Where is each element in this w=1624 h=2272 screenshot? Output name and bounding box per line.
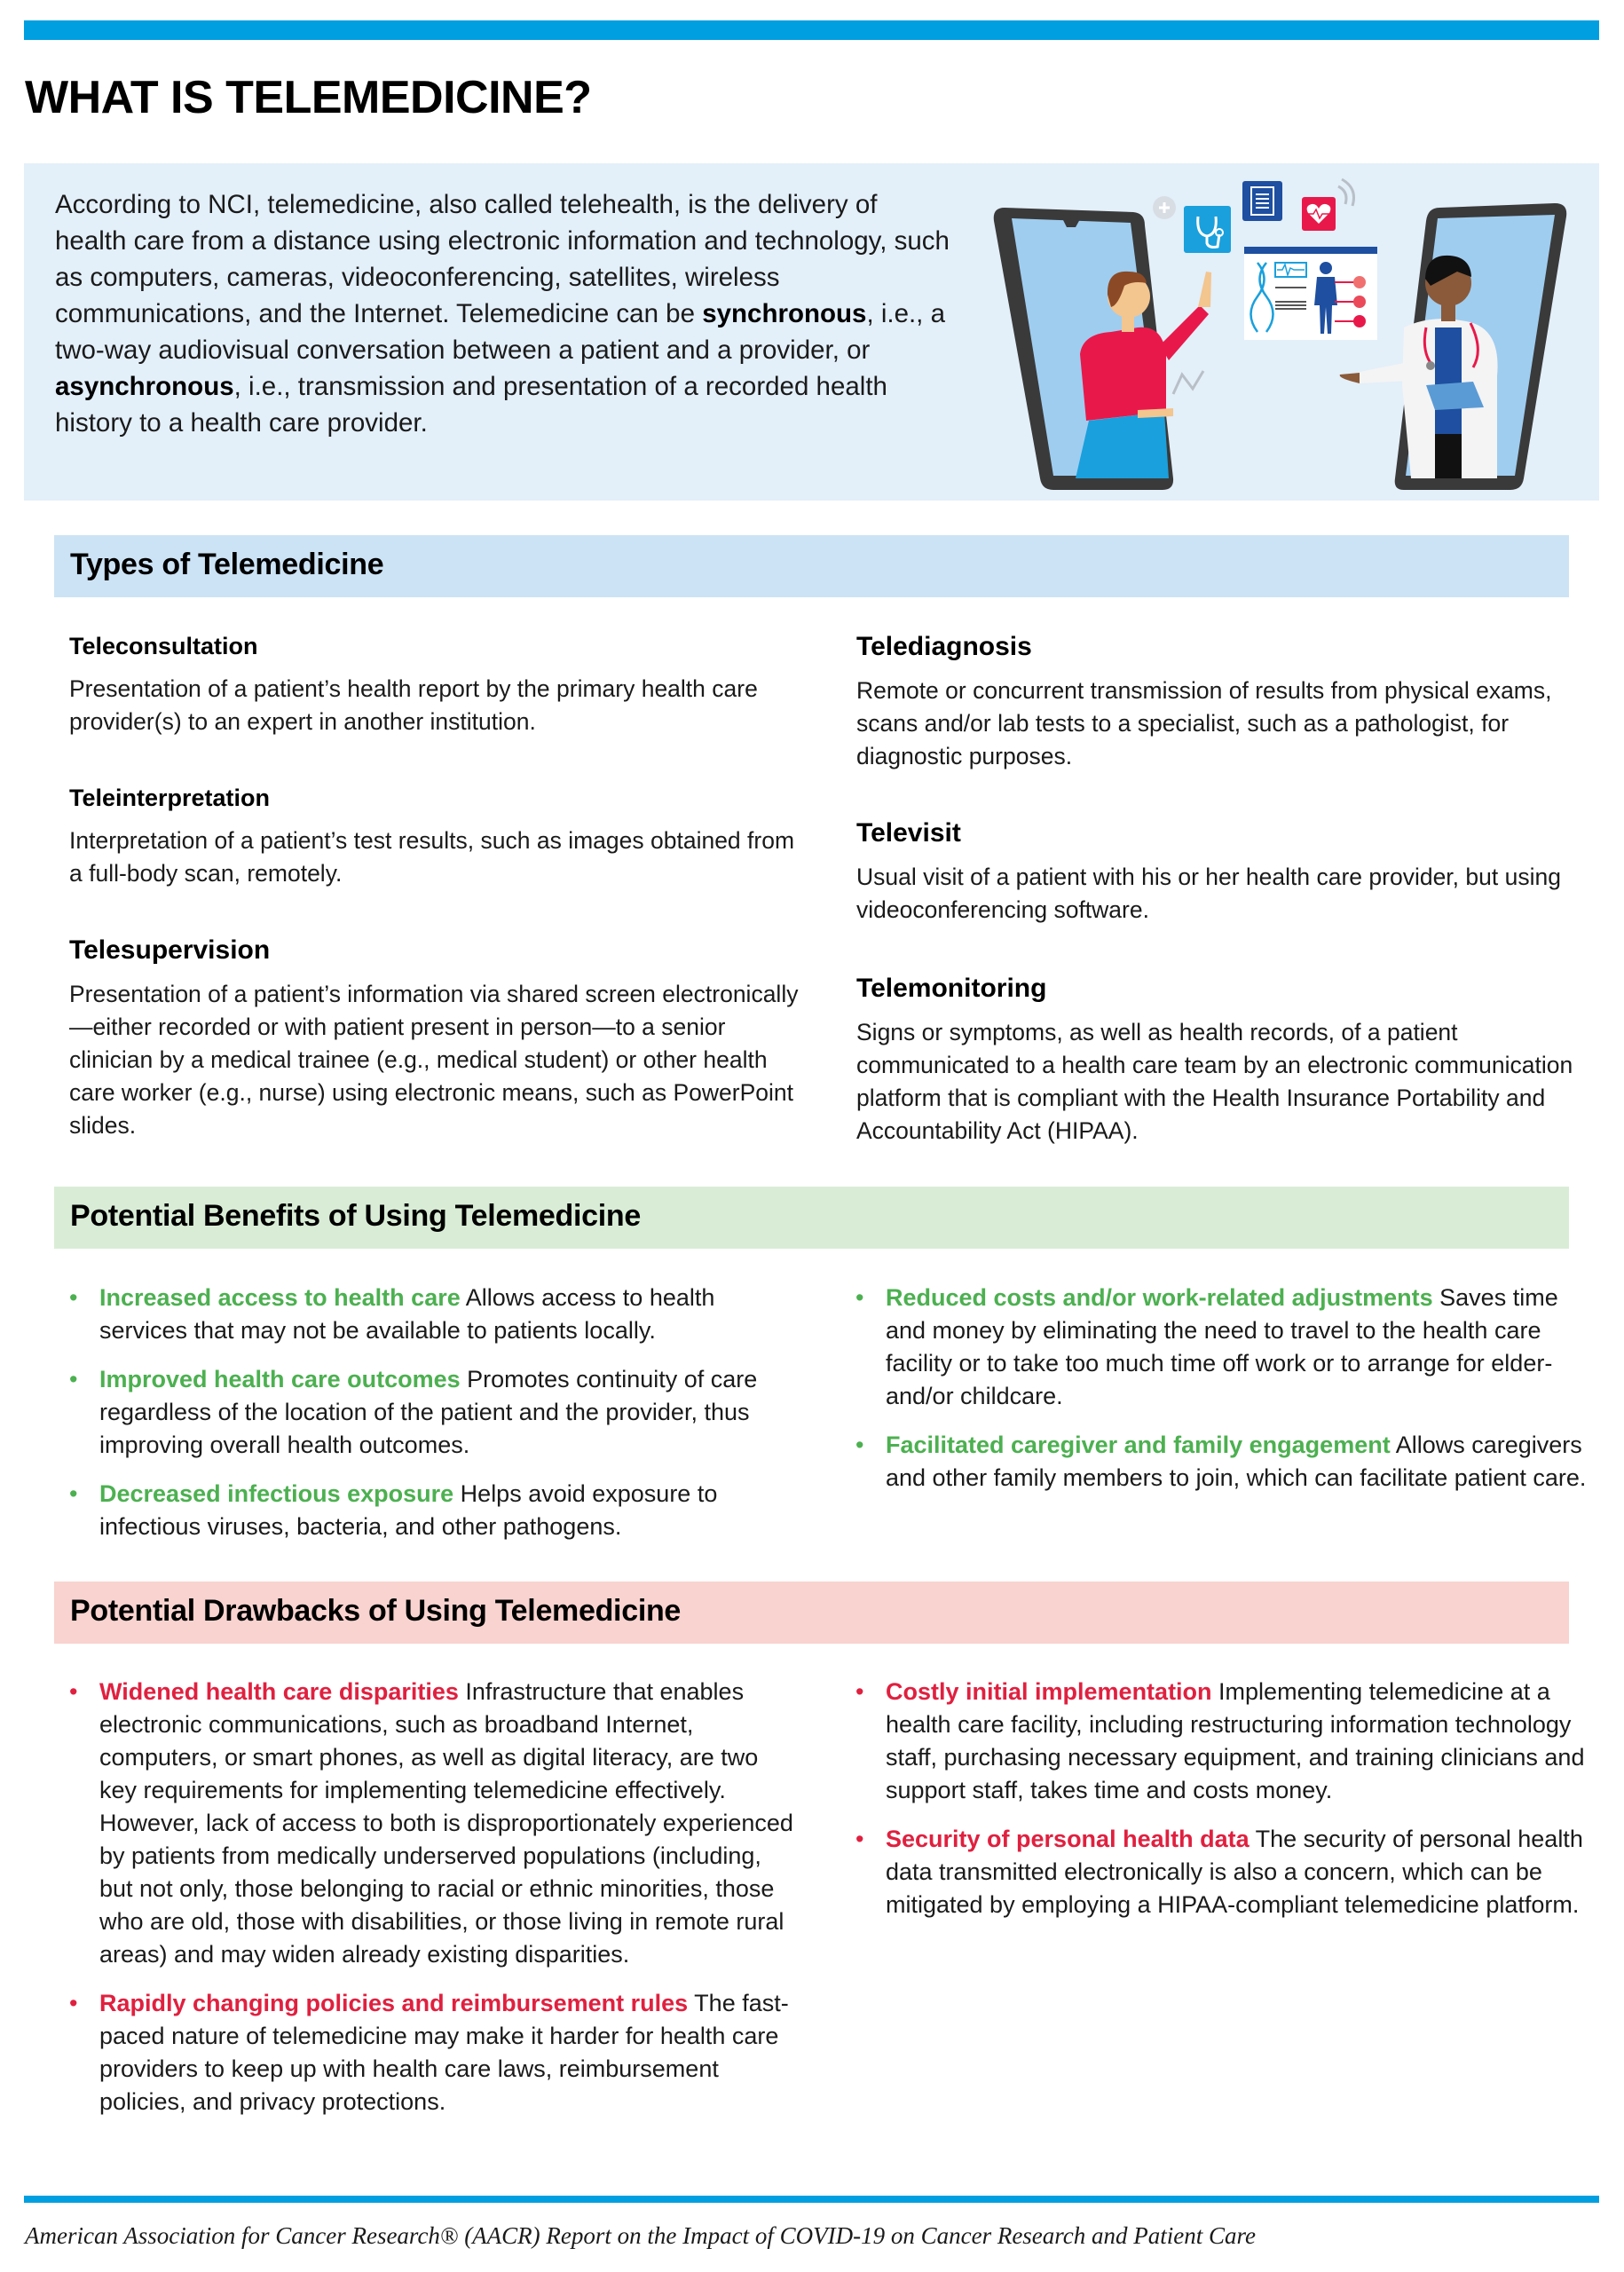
type-desc: Usual visit of a patient with his or her health care provider, but using videoconferencing software. [856, 864, 1561, 923]
benefit-item: • Improved health care outcomes Promotes continuity of care regardless of the location of the patient and the provider, thus improving overall health outcomes. [55, 1363, 800, 1462]
drawback-item: • Rapidly changing policies and reimbursement rules The fast-paced nature of telemedicine may make it harder for health care providers to keep up with health care laws, reimbursement policies, and privacy protections. [55, 1987, 800, 2118]
intro-text: According to NCI, telemedicine, also called telehealth, is the delivery of health care from a distance using electronic information and technology, such as computers, cameras, videoconferencing, satellites, wireless communications, and the Internet. Telemedicine can be synchronous, i.e., a two-way audiovisual conversation between a patient and a provider, or asynchronous, i.e., transmission and presentation of a recorded health history to a health care provider. [55, 190, 950, 438]
wifi-icon [1338, 179, 1354, 206]
benefit-lead: Reduced costs and/or work-related adjustments [886, 1284, 1433, 1311]
benefit-item: • Facilitated caregiver and family engagement Allows caregivers and other family members to join, which can facilitate patient care. [841, 1429, 1587, 1495]
drawback-item: • Widened health care disparities Infrastructure that enables electronic communications, such as broadband Internet, computers, or smart phones, as well as digital literacy, are two key requirements for implementing telemedicine effectively. However, lack of access to both is disproportionately experienced by patients from medically underserved populations (including, but not only, those belonging to racial or ethnic minorities, those who are old, those with disabilities, or those living in remote rural areas) and may widen already existing disparities. [55, 1676, 800, 1971]
bullet-icon: • [855, 1432, 864, 1458]
bullet-icon: • [69, 1990, 78, 2016]
bullet-icon: • [69, 1678, 78, 1705]
benefits-list-right [841, 1282, 1587, 1511]
bullet-icon: • [855, 1678, 864, 1705]
benefit-item: • Decreased infectious exposure Helps avoid exposure to infectious viruses, bacteria, and other pathogens. [55, 1478, 800, 1543]
type-title: Telesupervision [69, 935, 271, 965]
footer-citation: American Association for Cancer Research® (AACR) Report on the Impact of COVID-19 on Cancer Research and Patient Care [25, 2222, 1257, 2249]
benefit-item: • Increased access to health care Allows access to health services that may not be available to patients locally. [55, 1282, 800, 1347]
bullet-icon: • [69, 1480, 78, 1507]
benefit-item: • Reduced costs and/or work-related adjustments Saves time and money by eliminating the need to travel to the health care facility or to take too much time off work or to arrange for elder- and/or childcare. [841, 1282, 1587, 1413]
type-title: Televisit [856, 818, 961, 848]
drawbacks-heading: Potential Drawbacks of Using Telemedicine [70, 1594, 682, 1628]
bullet-icon: • [855, 1826, 864, 1852]
bottom-accent-bar [24, 2196, 1599, 2203]
type-title: Telediagnosis [856, 632, 1032, 661]
types-section-header [54, 535, 1569, 597]
drawback-lead: Rapidly changing policies and reimbursement rules [99, 1990, 689, 2016]
type-title: Telemonitoring [856, 974, 1047, 1003]
type-item-telemonitoring [856, 974, 1593, 1148]
drawbacks-list-left [55, 1676, 800, 2134]
bullet-icon: • [69, 1366, 78, 1392]
type-item-teleinterpretation [69, 785, 806, 890]
type-desc: Presentation of a patient’s health report by the primary health care provider(s) to an expert in another institution. [69, 675, 758, 735]
type-title: Teleconsultation [69, 633, 258, 659]
benefit-lead: Increased access to health care [99, 1284, 461, 1311]
type-desc: Remote or concurrent transmission of results from physical exams, scans and/or lab tests to a specialist, such as a pathologist, for diagnostic purposes. [856, 677, 1552, 769]
type-item-televisit [856, 818, 1593, 927]
page-title: WHAT IS TELEMEDICINE? [25, 72, 592, 123]
top-accent-bar [24, 20, 1599, 40]
bullet-icon: • [855, 1284, 864, 1311]
term-asynchronous: asynchronous [55, 372, 234, 401]
drawback-lead: Security of personal health data [886, 1826, 1250, 1852]
heart-rate-icon [1302, 197, 1336, 231]
telemedicine-illustration [987, 172, 1581, 496]
type-title: Teleinterpretation [69, 785, 271, 811]
types-heading: Types of Telemedicine [70, 548, 384, 581]
type-desc: Interpretation of a patient’s test results, such as images obtained from a full-body scan, remotely. [69, 827, 795, 887]
benefit-lead: Improved health care outcomes [99, 1366, 461, 1392]
benefits-list-left [55, 1282, 800, 1559]
drawbacks-section-header [54, 1582, 1569, 1644]
drawback-item: • Costly initial implementation Implementing telemedicine at a health care facility, including restructuring information technology staff, purchasing necessary equipment, and training clinicians and support staff, takes time and costs money. [841, 1676, 1587, 1807]
benefits-heading: Potential Benefits of Using Telemedicine [70, 1199, 641, 1233]
benefits-section-header [54, 1187, 1569, 1249]
health-chart-board [1244, 247, 1377, 340]
document-icon [1242, 181, 1282, 221]
type-item-teleconsultation [69, 633, 806, 738]
type-desc: Signs or symptoms, as well as health records, of a patient communicated to a health care team by an electronic communication platform that is compliant with the Health Insurance Portability and Accountability Act (HIPAA). [856, 1019, 1573, 1144]
type-item-telesupervision [69, 935, 806, 1142]
trend-line-icon [1173, 371, 1203, 394]
drawbacks-list-right [841, 1676, 1587, 1937]
type-item-telediagnosis [856, 632, 1593, 773]
drawback-item: • Security of personal health data The security of personal health data transmitted electronically is also a concern, which can be mitigated by employing a HIPAA-compliant telemedicine platform. [841, 1823, 1587, 1921]
bullet-icon: • [69, 1284, 78, 1311]
benefit-lead: Facilitated caregiver and family engagement [886, 1432, 1391, 1458]
plus-icon [1153, 196, 1176, 219]
intro-box [24, 163, 1599, 501]
drawback-lead: Widened health care disparities [99, 1678, 459, 1705]
stethoscope-icon [1184, 206, 1231, 253]
type-desc: Presentation of a patient’s information via shared screen electronically—either recorded or with patient present in person—to a senior clinician by a medical trainee (e.g., medical student) or other health care worker (e.g., nurse) using electronic means, such as PowerPoint slides. [69, 981, 799, 1139]
term-synchronous: synchronous [702, 299, 867, 328]
drawback-lead: Costly initial implementation [886, 1678, 1212, 1705]
benefit-lead: Decreased infectious exposure [99, 1480, 454, 1507]
